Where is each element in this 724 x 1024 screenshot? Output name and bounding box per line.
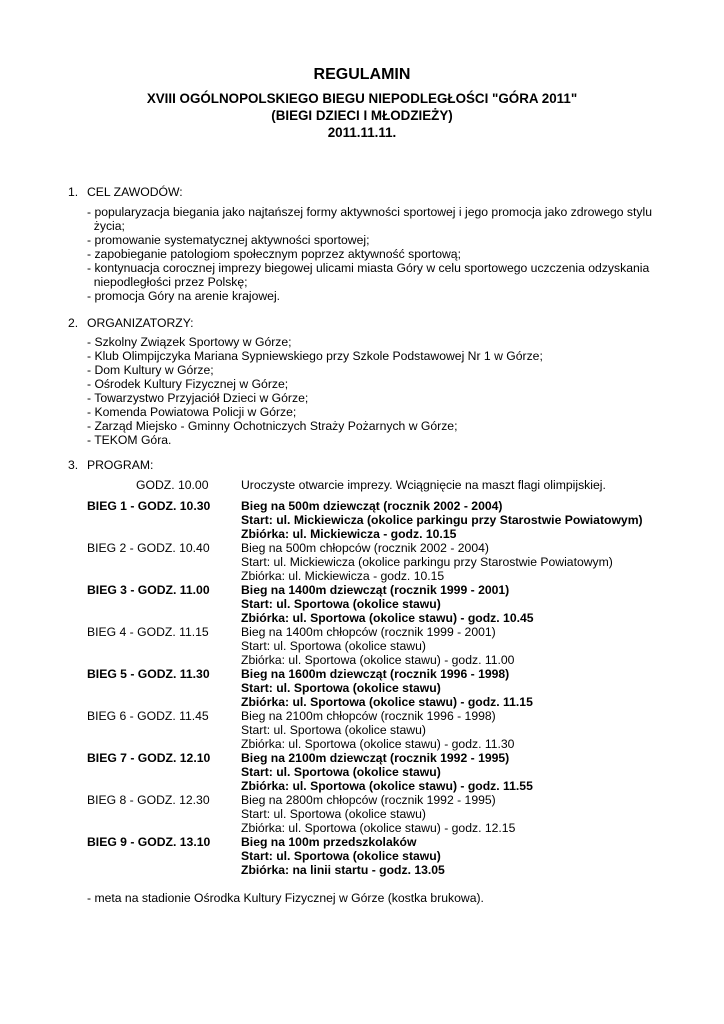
race-detail-line: Zbiórka: ul. Sportowa (okolice stawu) - godz. 11.55 — [241, 779, 533, 793]
race-detail-line: Bieg na 100m przedszkolaków — [241, 835, 417, 849]
race-detail-line: Start: ul. Sportowa (okolice stawu) — [241, 597, 441, 611]
section-1-number: 1. — [68, 185, 79, 199]
race-row — [87, 667, 687, 709]
list-item: życia; — [87, 219, 125, 233]
race-details — [241, 541, 687, 583]
race-detail-line: Zbiórka: ul. Sportowa (okolice stawu) - godz. 12.15 — [241, 821, 516, 835]
race-time: BIEG 7 - GODZ. 12.10 — [87, 751, 211, 765]
race-details — [241, 583, 687, 625]
list-item: - zapobieganie patologiom społecznym poprzez aktywność sportową; — [87, 247, 461, 261]
section-3-heading — [68, 458, 153, 472]
race-detail-line: Start: ul. Mickiewicza (okolice parkingu przy Starostwie Powiatowym) — [241, 513, 643, 527]
race-detail-line: Zbiórka: ul. Sportowa (okolice stawu) - godz. 11.15 — [241, 695, 533, 709]
race-time: BIEG 5 - GODZ. 11.30 — [87, 667, 210, 681]
race-row — [87, 709, 687, 751]
document-subtitle: XVIII OGÓLNOPOLSKIEGO BIEGU NIEPODLEGŁOŚCI "GÓRA 2011" — [146, 91, 578, 106]
race-detail-line: Bieg na 500m dziewcząt (rocznik 2002 - 2004) — [241, 499, 503, 513]
race-detail-line: Bieg na 2800m chłopców (rocznik 1992 - 1995) — [241, 793, 496, 807]
race-row — [87, 541, 687, 583]
list-item: - Komenda Powiatowa Policji w Górze; — [87, 405, 297, 419]
race-detail-line: Start: ul. Sportowa (okolice stawu) — [241, 723, 426, 737]
race-detail-line: Bieg na 2100m chłopców (rocznik 1996 - 1998) — [241, 709, 496, 723]
finish-note: - meta na stadionie Ośrodka Kultury Fizycznej w Górze (kostka brukowa). — [87, 891, 484, 905]
race-detail-line: Zbiórka: ul. Sportowa (okolice stawu) - godz. 11.00 — [241, 653, 515, 667]
race-time: BIEG 8 - GODZ. 12.30 — [87, 793, 210, 807]
race-detail-line: Zbiórka: ul. Mickiewicza - godz. 10.15 — [241, 569, 445, 583]
race-row — [87, 751, 687, 793]
race-detail-line: Start: ul. Sportowa (okolice stawu) — [241, 849, 441, 863]
race-detail-line: Zbiórka: ul. Sportowa (okolice stawu) - godz. 11.30 — [241, 737, 515, 751]
race-detail-line: Bieg na 2100m dziewcząt (rocznik 1992 - 1995) — [241, 751, 510, 765]
race-row — [87, 793, 687, 835]
race-detail-line: Bieg na 1400m dziewcząt (rocznik 1999 - 2001) — [241, 583, 510, 597]
event-date: 2011.11.11. — [327, 125, 397, 140]
opening-row — [87, 478, 687, 492]
list-item: - Szkolny Związek Sportowy w Górze; — [87, 335, 292, 349]
race-time: BIEG 6 - GODZ. 11.45 — [87, 709, 209, 723]
race-time: BIEG 4 - GODZ. 11.15 — [87, 625, 209, 639]
list-item: - Dom Kultury w Górze; — [87, 363, 214, 377]
race-detail-line: Zbiórka: ul. Mickiewicza - godz. 10.15 — [241, 527, 457, 541]
race-detail-line: Start: ul. Sportowa (okolice stawu) — [241, 681, 441, 695]
opening-desc: Uroczyste otwarcie imprezy. Wciągnięcie na maszt flagi olimpijskiej. — [241, 478, 606, 492]
race-detail-line: Zbiórka: ul. Sportowa (okolice stawu) - godz. 10.45 — [241, 611, 534, 625]
section-2-title: ORGANIZATORZY: — [87, 316, 194, 330]
race-detail-line: Bieg na 500m chłopców (rocznik 2002 - 2004) — [241, 541, 489, 555]
race-detail-line: Start: ul. Sportowa (okolice stawu) — [241, 765, 441, 779]
race-time: BIEG 3 - GODZ. 11.00 — [87, 583, 210, 597]
list-item: - promowanie systematycznej aktywności sportowej; — [87, 233, 370, 247]
race-detail-line: Start: ul. Sportowa (okolice stawu) — [241, 807, 426, 821]
section-2-number: 2. — [68, 316, 79, 330]
list-item: - Towarzystwo Przyjaciół Dzieci w Górze; — [87, 391, 309, 405]
document-title: REGULAMIN — [313, 66, 411, 83]
race-details — [241, 709, 687, 751]
document-subtitle-2: (BIEGI DZIECI I MŁODZIEŻY) — [271, 108, 453, 123]
race-time: BIEG 1 - GODZ. 10.30 — [87, 499, 211, 513]
race-details — [241, 835, 687, 877]
list-item: - Klub Olimpijczyka Mariana Sypniewskiego przy Szkole Podstawowej Nr 1 w Górze; — [87, 349, 543, 363]
race-time: BIEG 2 - GODZ. 10.40 — [87, 541, 210, 555]
section-3-title: PROGRAM: — [87, 458, 154, 472]
opening-time: GODZ. 10.00 — [136, 478, 209, 492]
list-item: niepodległości przez Polskę; — [87, 275, 248, 289]
race-detail-line: Start: ul. Mickiewicza (okolice parkingu przy Starostwie Powiatowym) — [241, 555, 613, 569]
list-item: - kontynuacja corocznej imprezy biegowej ulicami miasta Góry w celu sportowego uczczenia odzyskania — [87, 261, 650, 275]
race-row — [87, 625, 687, 667]
program-schedule — [87, 478, 687, 877]
list-item: - promocja Góry na arenie krajowej. — [87, 289, 281, 303]
list-item: - Zarząd Miejsko - Gminny Ochotniczych Straży Pożarnych w Górze; — [87, 419, 458, 433]
race-time: BIEG 9 - GODZ. 13.10 — [87, 835, 211, 849]
section-3-number: 3. — [68, 458, 79, 472]
race-detail-line: Bieg na 1600m dziewcząt (rocznik 1996 - 1998) — [241, 667, 510, 681]
race-details — [241, 625, 687, 667]
section-2-list — [87, 335, 667, 447]
race-row — [87, 583, 687, 625]
race-detail-line: Zbiórka: na linii startu - godz. 13.05 — [241, 863, 445, 877]
race-row — [87, 835, 687, 877]
race-list — [87, 499, 687, 877]
section-1-heading — [68, 185, 183, 199]
section-2-heading — [68, 316, 194, 330]
race-details — [241, 667, 687, 709]
list-item: - TEKOM Góra. — [87, 433, 172, 447]
list-item: - Ośrodek Kultury Fizycznej w Górze; — [87, 377, 289, 391]
race-details — [241, 499, 687, 541]
race-details — [241, 751, 687, 793]
race-row — [87, 499, 687, 541]
section-1-list — [87, 205, 667, 303]
race-details — [241, 793, 687, 835]
race-detail-line: Bieg na 1400m chłopców (rocznik 1999 - 2001) — [241, 625, 496, 639]
list-item: - popularyzacja biegania jako najtańszej formy aktywności sportowej i jego promocja jako zdrowego stylu — [87, 205, 652, 219]
race-detail-line: Start: ul. Sportowa (okolice stawu) — [241, 639, 426, 653]
section-1-title: CEL ZAWODÓW: — [87, 185, 183, 199]
